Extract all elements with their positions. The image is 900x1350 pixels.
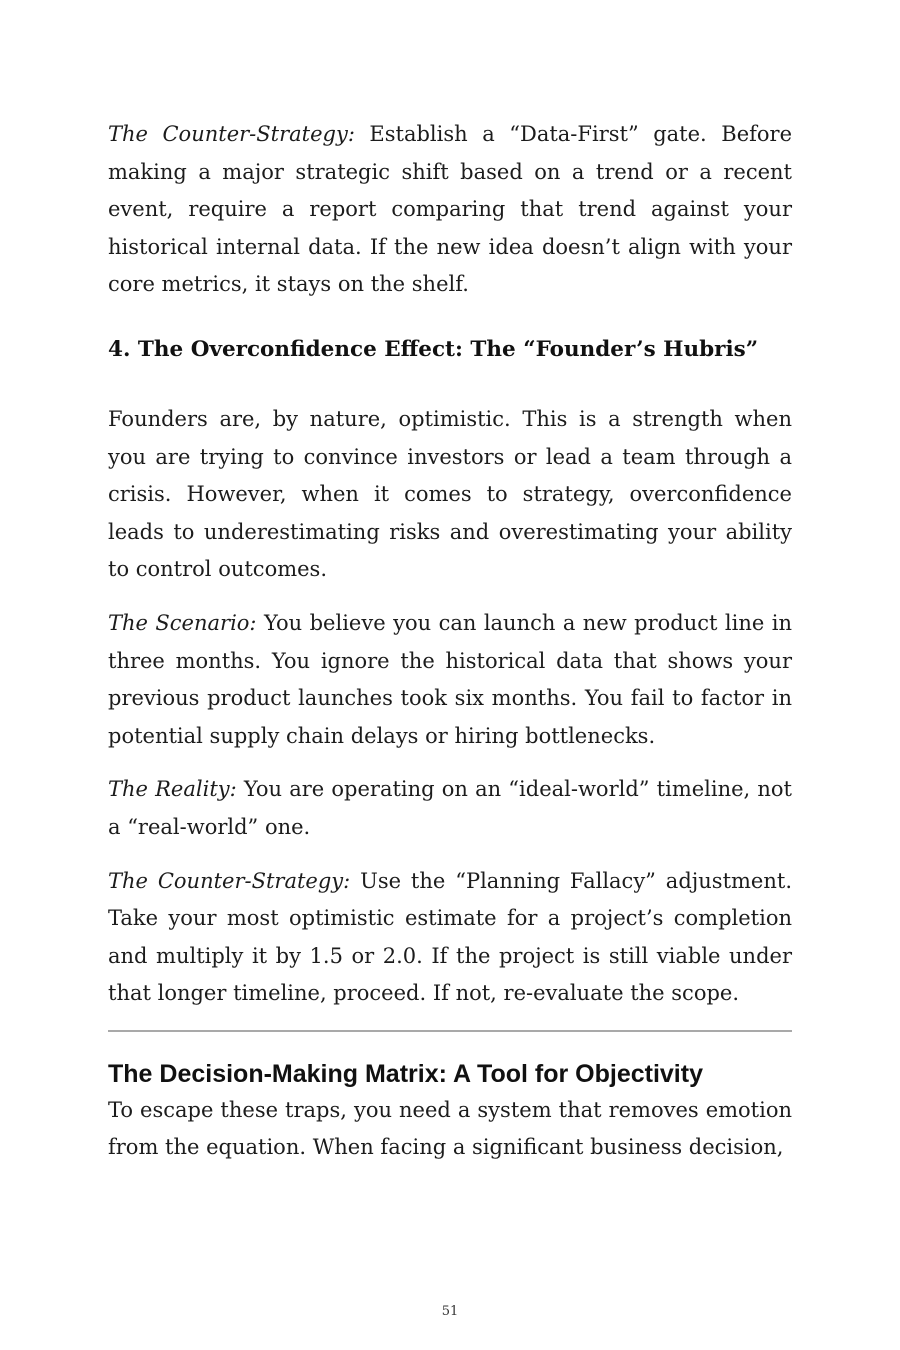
counter-strategy-text: Establish a “Data-First” gate. Before making a major strategic shift based on a trend or a recent event, require a report comparing that trend against your historical internal data. If the new idea doesn’t align with your core metrics, it stays on the shelf. bbox=[108, 122, 792, 297]
page-number: 51 bbox=[441, 1304, 459, 1319]
counter-strategy-label-2: The Counter-Strategy: bbox=[108, 868, 351, 893]
page-body bbox=[108, 116, 792, 1167]
scenario-paragraph bbox=[108, 605, 792, 755]
matrix-heading: The Decision-Making Matrix: A Tool for Objectivity bbox=[108, 1059, 703, 1088]
scenario-text: You believe you can launch a new product line in three months. You ignore the historical data that shows your previous product launches took six months. You fail to factor in potential supply chain delays or hiring bottlenecks. bbox=[108, 610, 793, 748]
scenario-label: The Scenario: bbox=[108, 610, 257, 635]
reality-text: You are operating on an “ideal-world” timeline, not a “real-world” one. bbox=[108, 777, 792, 839]
reality-label: The Reality: bbox=[108, 777, 237, 802]
reality-paragraph bbox=[108, 771, 792, 846]
counter-strategy-paragraph-1 bbox=[108, 116, 792, 304]
section-divider bbox=[108, 1030, 792, 1032]
counter-strategy-text-2: Use the “Planning Fallacy” adjustment. Take your most optimistic estimate for a project’s completion and multiply it by 1.5 or 2.0. If the project is still viable under that longer timeline, proceed. If not, re-evaluate the scope. bbox=[108, 868, 792, 1006]
escape-paragraph: To escape these traps, you need a system that removes emotion from the equation. When facing a significant business decision, bbox=[108, 1097, 792, 1160]
section-4-heading: 4. The Overconfidence Effect: The “Founder’s Hubris” bbox=[108, 336, 759, 362]
counter-strategy-paragraph-2 bbox=[108, 863, 792, 1013]
founders-paragraph: Founders are, by nature, optimistic. This is a strength when you are trying to convince investors or lead a team through a crisis. However, when it comes to strategy, overconfidence leads to underestimating risks and overestimating your ability to control outcomes. bbox=[108, 406, 792, 582]
counter-strategy-label: The Counter-Strategy: bbox=[108, 122, 355, 146]
